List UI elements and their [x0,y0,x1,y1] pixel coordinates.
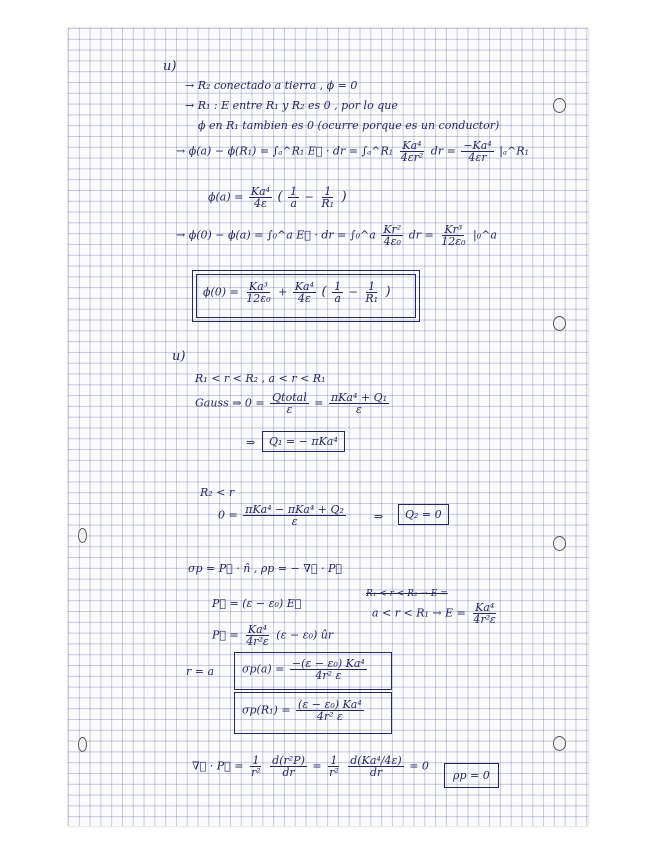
equation-text: (ε − ε₀) ûr [276,628,334,642]
fraction: $\frac{1}{\text{r²}}$ [329,754,339,779]
binder-hole [553,98,566,113]
section-label: u) [172,349,186,364]
equation-line: P⃗ = (ε − ε₀) E⃗ [212,597,302,610]
equation-text: dr = [430,144,456,158]
equation-text: |ₐ^R₁ [499,144,529,158]
fraction: $\frac{1}{\text{R₁}}$ [365,280,379,305]
minus: − [348,285,358,299]
fraction: $\frac{\text{Ka⁴}}{\text{4r²ε}}$ [246,623,269,648]
equation-line [195,392,391,415]
fraction: $\frac{\text{Ka⁴}}{4\varepsilon}$ [294,280,315,305]
fraction: $\frac{\text{Ka⁴}}{4\varepsilon}$ [250,185,271,210]
fraction: $\frac{1}{a}$ [334,280,342,305]
plus: + [278,285,288,299]
binder-hole [553,316,566,331]
equation-line [242,699,366,722]
binder-hole [553,536,566,551]
fraction: $\frac{1}{\text{r²}}$ [251,754,261,779]
equation-lhs: ϕ(0) = [203,285,239,299]
paren: ) [341,189,347,205]
arrow: ⇒ [246,436,256,449]
binder-hole [78,737,87,752]
equation-text: = 0 [409,759,429,773]
boxed-result: Q₂ = 0 [398,504,449,525]
fraction: $\frac{1}{a}$ [290,185,298,210]
note-line: R₂ < r [200,486,235,499]
binder-hole [78,528,87,543]
binder-hole [553,736,566,751]
note-line: ϕ en R₁ tambien es 0 (ocurre porque es un conductor) [198,119,500,132]
equals: = [312,759,322,773]
struck-note: R₁ < r < R₂ → E = [366,589,448,599]
equation-lhs: P⃗ = [212,628,239,642]
equation-text: |₀^a [473,228,497,242]
fraction: $\frac{\text{Qtotal}}{\varepsilon}$ [272,391,307,416]
equation-lhs: ∇⃗ · P⃗ = [192,759,244,773]
equation-line [212,624,333,647]
fraction: $\frac{\text{(ε − ε₀) Ka⁴}}{\text{4r² ε}}$ [298,698,362,723]
side-note-text: a < r < R₁ → E = [372,606,466,620]
boxed-equation [203,281,391,304]
equals: = [314,396,324,410]
fraction: $\frac{\text{Ka⁴}}{\text{4r²ε}}$ [473,601,496,626]
arrow: ⇒ [374,510,384,523]
equation-lhs: 0 = [218,508,238,522]
fraction: $\frac{\text{d(r²P)}}{dr}$ [272,754,305,779]
fraction: $\frac{\text{Ka⁴}}{\text{4εr²}}$ [400,139,424,164]
paren: ( [277,189,283,205]
fraction: $\frac{\text{πKa⁴ + Q₁}}{\varepsilon}$ [330,391,387,416]
equation-text: dr = [408,228,434,242]
note-line: → R₂ conectado a tierra , ϕ = 0 [185,79,358,92]
equation-line [192,755,429,778]
note-line: R₁ < r < R₂ , a < r < R₁ [195,372,326,385]
fraction: $\frac{1}{\text{R₁}}$ [321,185,335,210]
equation-line [176,140,529,163]
section-label: u) [163,59,177,74]
equation-line [208,186,347,209]
fraction: $\frac{\text{−Ka⁴}}{4\varepsilon r}$ [463,139,492,164]
boxed-result: ρp = 0 [444,763,499,788]
fraction: $\frac{\text{Kr²}}{\text{4ε₀}}$ [383,223,402,248]
fraction: $\frac{\text{−(ε − ε₀) Ka⁴}}{\text{4r² ε}}$ [291,657,365,682]
equation-lhs: ϕ(a) = [208,190,244,204]
paren: ) [385,284,391,300]
minus: − [304,190,314,204]
equation-lhs: Gauss ⇒ 0 = [195,396,265,410]
boxed-result: Q₁ = − πKa⁴ [262,431,345,452]
side-note [372,602,500,625]
equation-line [242,658,369,681]
equation-lhs: σp(a) = [242,662,285,676]
equation-line [176,224,497,247]
equation-line [218,504,348,527]
paren: ( [321,284,327,300]
equation-lhs: → ϕ(0) − ϕ(a) = ∫₀^a E⃗ · dr = ∫₀^a [176,228,376,242]
note-line: → R₁ : E entre R₁ y R₂ es 0 , por lo que [185,99,398,112]
fraction: $\frac{\text{d(Ka⁴/4ε)}}{dr}$ [350,754,402,779]
fraction: $\frac{\text{Ka³}}{\text{12ε₀}}$ [246,280,271,305]
equation-lhs: → ϕ(a) − ϕ(R₁) = ∫ₐ^R₁ E⃗ · dr = ∫ₐ^R₁ [176,144,394,158]
note-line: r = a [186,665,215,678]
fraction: $\frac{\text{πKa⁴ − πKa⁴ + Q₂}}{\varepsilon}$ [245,503,344,528]
note-line: σp = P⃗ · n̂ , ρp = − ∇⃗ · P⃗ [188,562,343,575]
equation-lhs: σp(R₁) = [242,703,291,717]
fraction: $\frac{\text{Kr³}}{\text{12ε₀}}$ [441,223,466,248]
